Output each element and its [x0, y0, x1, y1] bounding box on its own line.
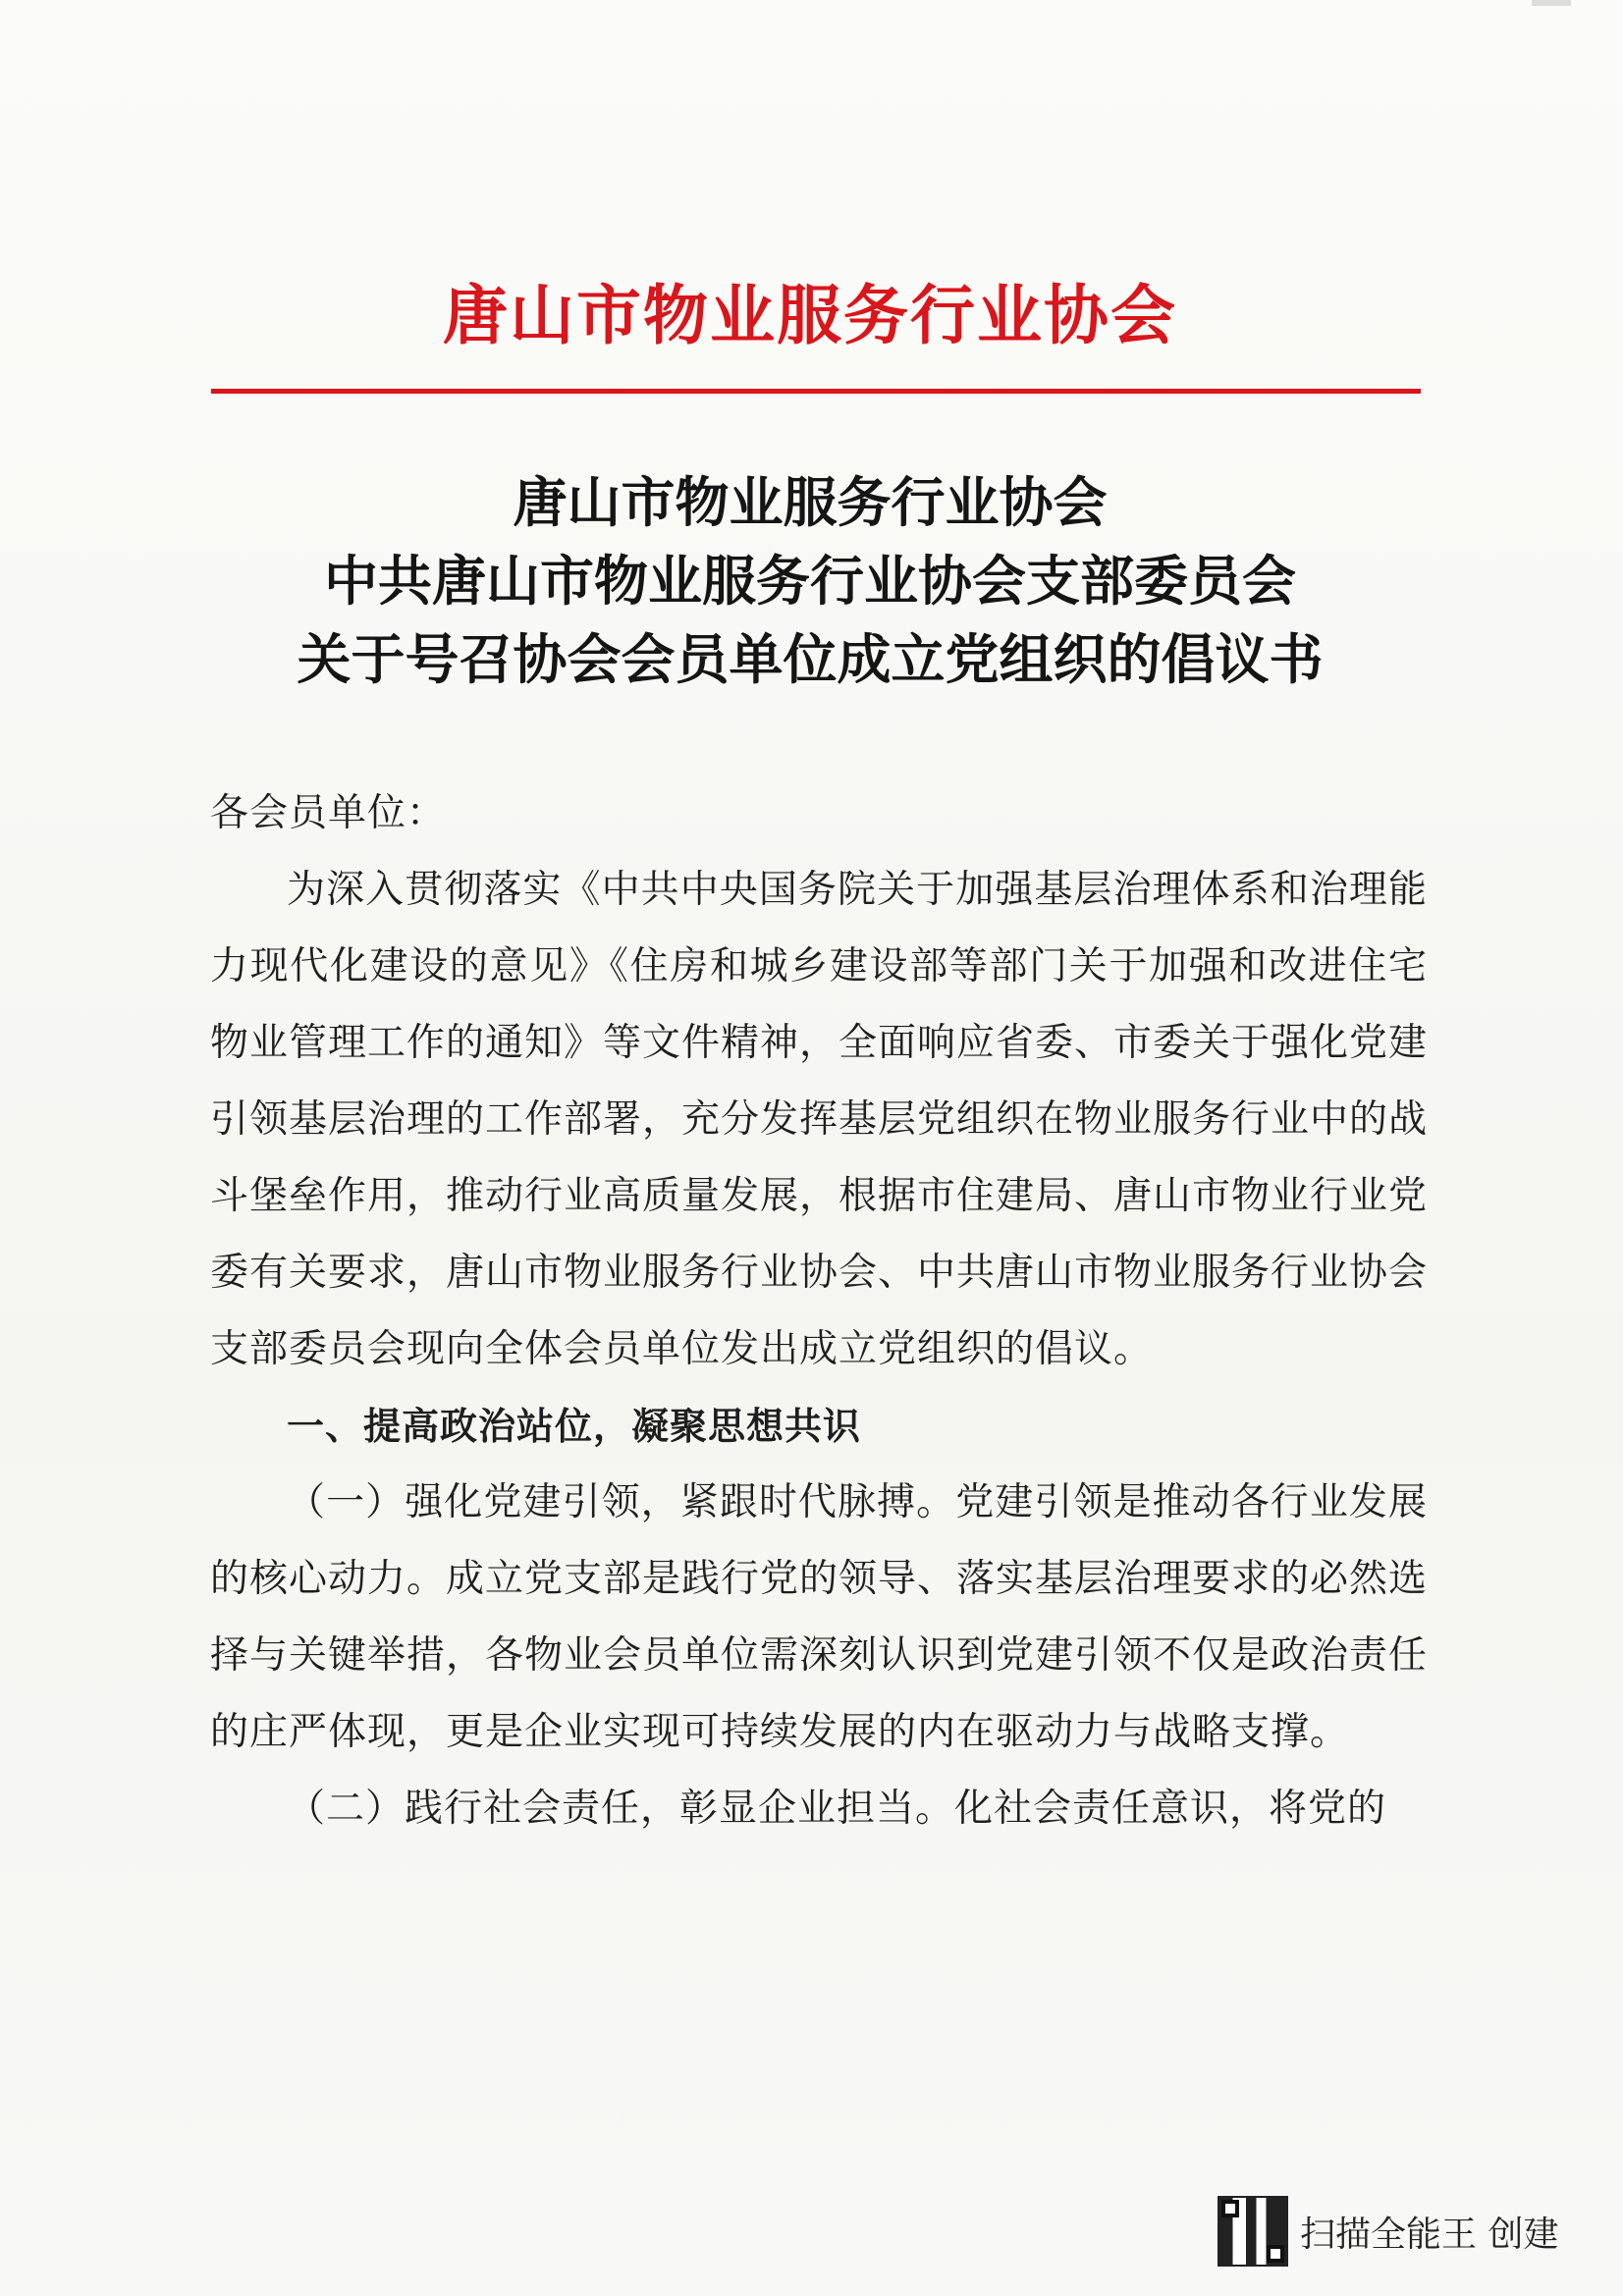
qr-code-icon: [1217, 2196, 1288, 2267]
paragraph-intro: 为深入贯彻落实《中共中央国务院关于加强基层治理体系和治理能力现代化建设的意见》《住房和城乡建设部等部门关于加强和改进住宅物业管理工作的通知》等文件精神，全面响应省委、市委关于强化党建引领基层治理的工作部署，充分发挥基层党组织在物业服务行业中的战斗堡垒作用，推动行业高质量发展，根据市住建局、唐山市物业行业党委有关要求，唐山市物业服务行业协会、中共唐山市物业服务行业协会支部委员会现向全体会员单位发出成立党组织的倡议。: [210, 868, 1429, 1371]
letterhead-title: 唐山市物业服务行业协会: [443, 277, 1177, 353]
scan-artifact: [1532, 0, 1571, 6]
scanner-watermark: [1217, 2194, 1610, 2269]
title-line-1: 唐山市物业服务行业协会: [513, 470, 1108, 534]
salutation: 各会员单位：: [210, 791, 447, 835]
title-line-3: 关于号召协会会员单位成立党组织的倡议书: [297, 627, 1324, 691]
item-2: （二）践行社会责任，彰显企业担当。化社会责任意识，将党的: [287, 1787, 1387, 1831]
letterhead-red-rule: [211, 389, 1421, 394]
section-heading-1: 一、提高政治站位，凝聚思想共识: [287, 1405, 862, 1448]
document-title: [196, 463, 1424, 699]
watermark-text: 扫描全能王 创建: [1300, 2214, 1559, 2255]
title-line-2: 中共唐山市物业服务行业协会支部委员会: [323, 549, 1296, 613]
document-body: [210, 775, 1428, 1847]
item-1: （一）强化党建引领，紧跟时代脉搏。党建引领是推动各行业发展的核心动力。成立党支部是践行党的领导、落实基层治理要求的必然选择与关键举措，各物业会员单位需深刻认识到党建引领不仅是政治责任的庄严体现，更是企业实现可持续发展的内在驱动力与战略支撑。: [210, 1480, 1429, 1754]
